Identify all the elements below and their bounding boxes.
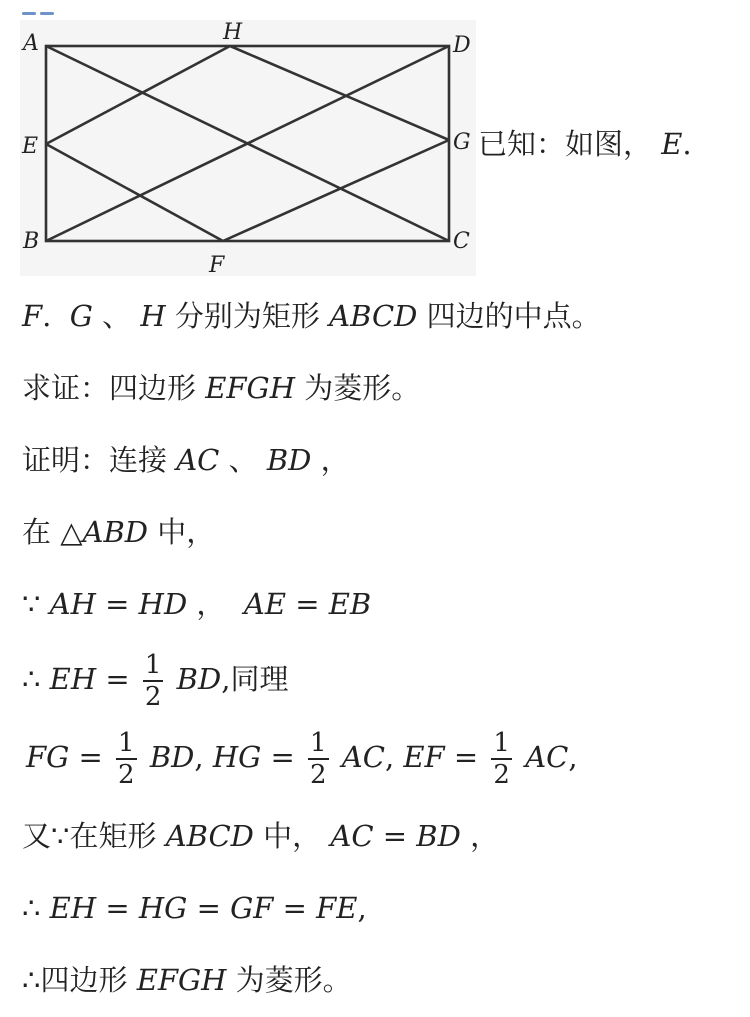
fraction: $\frac{1}{2}$ xyxy=(310,728,327,790)
rectangle-diagram xyxy=(20,20,476,276)
fraction: $\frac{1}{2}$ xyxy=(493,728,510,790)
segment-fe xyxy=(46,144,223,241)
label-c: C xyxy=(453,229,470,254)
geometry-figure xyxy=(20,20,476,276)
conclusion-line: ∴四边形 EFGH 为菱形。 xyxy=(22,963,352,997)
proof-start: 证明：连接 AC 、 BD ， xyxy=(22,443,350,477)
segment-hg xyxy=(230,46,449,140)
label-f: F xyxy=(209,253,225,276)
equal-sides-line: ∴ EH = HG = GF = FE, xyxy=(22,891,367,925)
given-line-2: F. G 、 H 分别为矩形 ABCD 四边的中点。 xyxy=(22,299,601,333)
label-e: E xyxy=(22,134,39,159)
label-h: H xyxy=(223,20,243,45)
label-b: B xyxy=(23,229,40,254)
label-d: D xyxy=(453,33,471,58)
triangle-line: 在 △ABD 中， xyxy=(22,515,216,549)
fraction: $\frac{1}{2}$ xyxy=(118,728,135,790)
label-g: G xyxy=(453,130,471,155)
rectangle-fact-line: 又∵在矩形 ABCD 中， AC = BD ， xyxy=(22,819,500,853)
because-line: ∵ AH = HD ， AE = EB xyxy=(22,587,372,621)
top-cut-text xyxy=(22,0,82,6)
label-a: A xyxy=(23,31,39,56)
fraction: $\frac{1}{2}$ xyxy=(144,650,162,712)
therefore-eh-line: ∴ EH = $\frac{1}{2}$ BD,同理 xyxy=(22,650,289,712)
similarly-line: FG = $\frac{1}{2}$ BD, HG = $\frac{1}{2}$ AC, EF = $\frac{1}{2}$ AC, xyxy=(26,728,578,790)
given-line-1: 已知：如图， E. xyxy=(478,127,692,161)
prove-statement: 求证：四边形 EFGH 为菱形。 xyxy=(22,371,421,405)
